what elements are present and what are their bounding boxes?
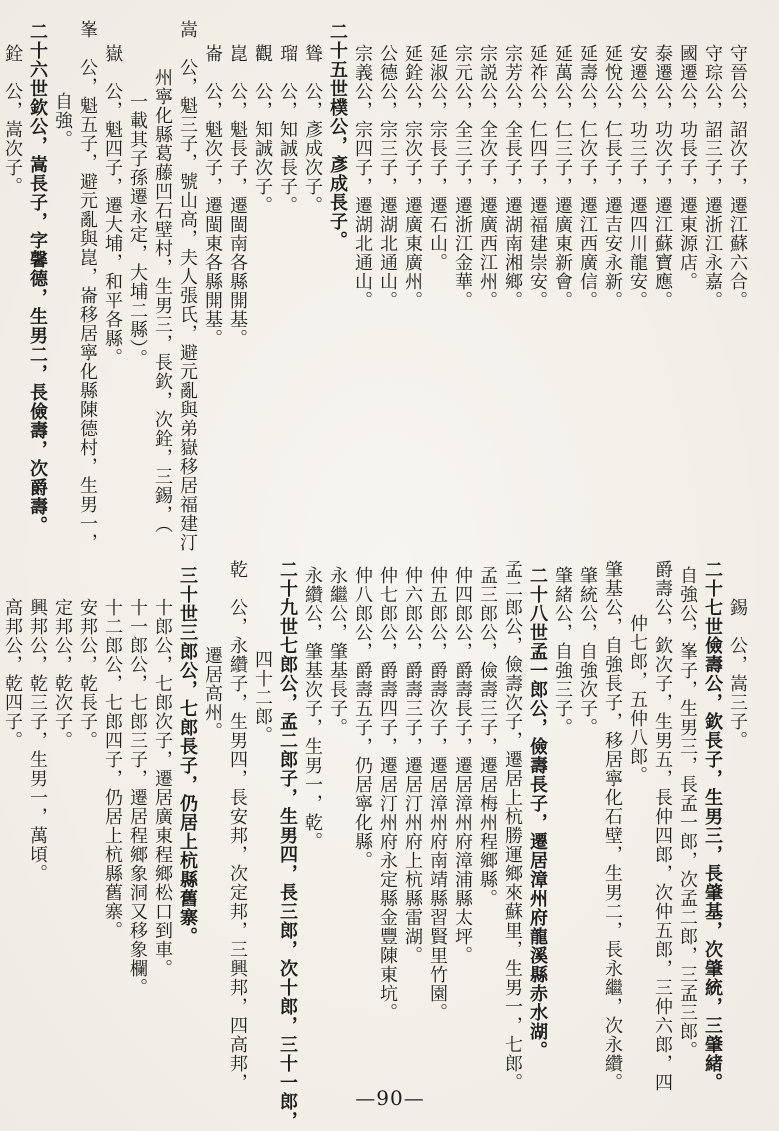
text-column: 銓 公，嵩次子。: [2, 44, 23, 196]
text-column: 永纘公，肇基次子，生男一，乾。: [302, 566, 323, 851]
text-column: 宗芳公，全長子，遷湖南湘鄉。: [502, 44, 523, 310]
generation-heading: 二十七世儉壽公，欽長子，生男三，長肇基，次肇統，三肇緒。: [702, 560, 723, 1092]
text-column: 肇緒公，自強三子。: [552, 566, 573, 737]
text-column: 興邦公，乾三子，生男一，萬頃。: [27, 598, 48, 883]
text-column: 公德公，宗三子，遷湖北通山。: [377, 44, 398, 310]
text-column: 安邦公，乾長子。: [77, 598, 98, 750]
text-column: 安遷公，功三子，遷四川龍安。: [627, 44, 648, 310]
text-column: 仲四郎公，爵壽長子，遷居漳州府漳浦縣太坪。: [452, 566, 473, 965]
text-column: 高邦公，乾四子。: [2, 598, 23, 750]
generation-heading: 三十世三郎公，七郎長子，仍居上杭縣舊寨。: [177, 566, 198, 946]
text-column: 延壽公，仁次子，遷江西廣信。: [577, 44, 598, 310]
text-column: 自強公，峯子，生男三，長孟一郎，次孟二郎，三孟三郎。: [677, 566, 698, 1060]
text-column: 瑠 公，知誠長子。: [277, 44, 298, 215]
text-column: 仲八郎公，爵壽五子，仍居寧化縣。: [352, 566, 373, 870]
text-column: 自強。: [52, 92, 73, 149]
text-column: 宗義公，宗四子，遷湖北通山。: [352, 44, 373, 310]
text-column: 四十二郎。: [252, 650, 273, 745]
text-column: 孟三郎公，儉壽三子，遷居梅州程鄉縣。: [477, 566, 498, 908]
text-column: 延萬公，仁三子，遷廣東新會。: [552, 44, 573, 310]
text-column: 宗元公，全三子，遷浙江金華。: [452, 44, 473, 310]
text-column: 定邦公，乾次子。: [52, 598, 73, 750]
text-column: 國遷公，功長子，遷東源店。: [677, 44, 698, 291]
text-column: 州寧化縣葛藤凹石壁村，生男三，長欽，次銓，三錫，（: [152, 68, 173, 534]
generation-heading: 二十六世欽公，嵩長子，字馨德，生男二，長儉壽，次爵壽。: [27, 22, 48, 535]
text-column: 仲七郎公，爵壽四子，遷居汀州府永定縣金豐陳東坑。: [377, 566, 398, 1022]
text-column: 守晉公，詔次子，遷江蘇六合。: [727, 44, 748, 310]
text-column: 肇統公，自強次子。: [577, 566, 598, 737]
text-column: 爵壽公，欽次子，生男五，長仲四郎，次仲五郎，三仲六郎，四: [652, 560, 673, 1092]
text-column: 峯 公，魁五子，避元亂與崑，崙移居寧化縣陳德村，生男一，: [77, 20, 98, 552]
text-column: 十郎公，七郎次子，遷居廣東程鄉松口到車。: [152, 598, 173, 978]
text-column: 聳 公，彥成次子。: [302, 44, 323, 215]
text-column: 永繼公，肇基長子。: [327, 566, 348, 737]
text-column: 遷居高州。: [202, 646, 223, 741]
text-column: 錫 公，嵩三子。: [727, 598, 748, 750]
generation-heading: 二十九世七郎公，孟二郎子，生男四，長三郎，次十郎，三十一郎，: [277, 560, 298, 1130]
text-column: 延淑公，宗長子，遷石山。: [427, 44, 448, 272]
generation-heading: 二十八世孟一郎公，儉壽長子，遷居漳州府龍溪縣赤水湖。: [527, 566, 548, 1060]
text-column: 觀 公，知誠次子。: [252, 44, 273, 215]
text-column: 仲七郎，五仲八郎。: [627, 614, 648, 785]
text-column: 嶽 公，魁四子，遷大埔，和平各縣。: [102, 44, 123, 367]
text-column: 崑 公，魁長子，遷閩南各縣開基。: [227, 44, 248, 348]
text-column: 十一郎公，七郎三子，遷居程鄉象洞又移象欄。: [127, 598, 148, 997]
text-column: 延悅公，仁長子，遷吉安永新。: [602, 44, 623, 310]
text-column: 肇基公，自強長子，移居寧化石壁，生男二，長永繼，次永纘。: [602, 560, 623, 1092]
text-column: 乾 公，永纘子，生男四，長安邦，次定邦，三興邦，四高邦，: [227, 560, 248, 1092]
text-column: 孟二郎公，儉壽次子，遷居上杭勝運鄉來蘇里，生男一，七郎。: [502, 560, 523, 1092]
text-column: 宗説公，全次子，遷廣西江州。: [477, 44, 498, 310]
text-column: 仲五郎公，爵壽次子，遷居漳州府南靖縣習賢里竹園。: [427, 566, 448, 1022]
text-column: 仲六郎公，爵壽三子，遷居汀州府上杭縣雷湖。: [402, 566, 423, 965]
text-column: 延祚公，仁四子，遷福建崇安。: [527, 44, 548, 310]
text-column: 延銓公，宗次子，遷廣東廣州。: [402, 44, 423, 310]
text-column: 十二郎公，七郎四子，仍居上杭縣舊寨。: [102, 598, 123, 940]
text-column: 崙 公，魁次子，遷閩東各縣開基。: [202, 44, 223, 348]
text-column: 守琮公，詔三子，遷浙江永嘉。: [702, 44, 723, 310]
text-column: 嵩 公，魁三子，號山高，夫人張氏，避元亂與弟嶽移居福建汀: [177, 20, 198, 552]
generation-heading: 二十五世樸公，彥成長子。: [327, 22, 348, 250]
text-column: 泰遷公，功次子，遷江蘇寶應。: [652, 44, 673, 310]
text-column: 一載其子孫遷永定，大埔二縣）。: [127, 92, 148, 368]
page-number: —90—: [355, 1086, 425, 1110]
